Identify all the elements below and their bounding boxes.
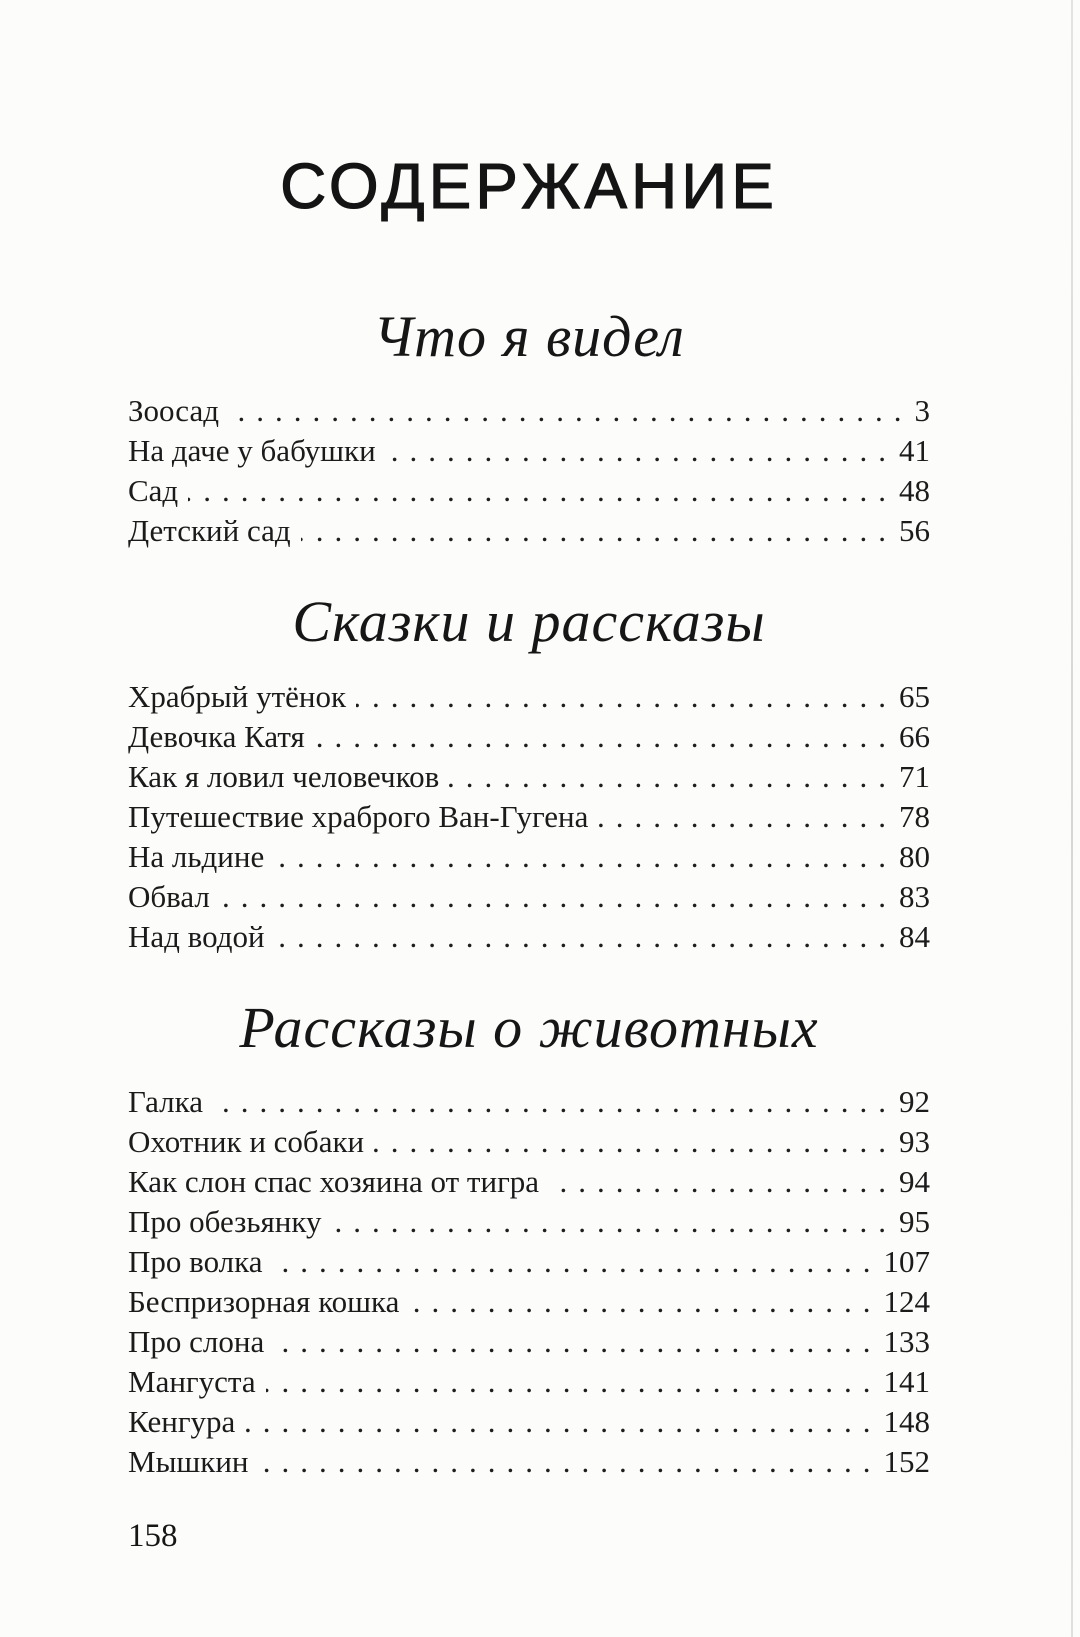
toc-section xyxy=(128,587,930,957)
dot-leader xyxy=(275,917,897,957)
toc-entry-title: Галка xyxy=(128,1084,204,1120)
dot-leader xyxy=(301,511,897,551)
toc-entry xyxy=(128,917,930,957)
toc-entry-page: 92 xyxy=(899,1084,930,1120)
toc-entry xyxy=(128,1442,930,1482)
page-edge-line xyxy=(1071,0,1073,1637)
toc-section xyxy=(128,993,930,1483)
toc-entry-page: 141 xyxy=(883,1364,930,1400)
toc-entry-page: 107 xyxy=(883,1244,930,1280)
toc-entry xyxy=(128,1162,930,1202)
toc-entry-page: 148 xyxy=(883,1404,930,1440)
toc-entry xyxy=(128,1122,930,1162)
toc-entry-title: Зоосад xyxy=(128,393,219,429)
toc-entry xyxy=(128,837,930,877)
contents-title: СОДЕРЖАНИЕ xyxy=(280,150,778,222)
dot-leader xyxy=(549,1162,897,1202)
dot-leader xyxy=(274,837,897,877)
toc-entry-page: 94 xyxy=(899,1164,930,1200)
dot-leader xyxy=(259,1442,882,1482)
toc-entry-page: 95 xyxy=(899,1204,930,1240)
toc-entry-page: 80 xyxy=(899,838,930,874)
toc-entry-title: На даче у бабушки xyxy=(128,433,376,469)
toc-entry-page: 93 xyxy=(899,1124,930,1160)
section-heading: Рассказы о животных xyxy=(239,994,819,1060)
toc-entry-page: 48 xyxy=(899,473,930,509)
dot-leader xyxy=(332,1202,898,1242)
toc-entry xyxy=(128,1322,930,1362)
dot-leader xyxy=(274,1322,881,1362)
dot-leader xyxy=(229,391,913,431)
dot-leader xyxy=(266,1362,882,1402)
dot-leader xyxy=(188,471,897,511)
toc-entry-title: Про волка xyxy=(128,1244,263,1280)
toc-entry-title: Сад xyxy=(128,473,179,509)
toc-entry xyxy=(128,391,930,431)
toc-entry xyxy=(128,1362,930,1402)
toc-entry-page: 41 xyxy=(899,433,930,469)
toc-entry xyxy=(128,677,930,717)
toc-entry-title: Беспризорная кошка xyxy=(128,1284,400,1320)
dot-leader xyxy=(598,797,897,837)
page-number: 158 xyxy=(128,1518,178,1555)
toc-section xyxy=(128,302,930,552)
section-heading: Сказки и рассказы xyxy=(292,589,766,655)
toc-sections xyxy=(128,302,930,1483)
toc-entry-title: Про слона xyxy=(128,1324,265,1360)
toc-entry-page: 133 xyxy=(883,1324,930,1360)
dot-leader xyxy=(356,677,897,717)
dot-leader xyxy=(213,1082,897,1122)
toc-entry-page: 83 xyxy=(899,878,930,914)
section-heading: Что я видел xyxy=(373,303,685,369)
toc-entry-page: 124 xyxy=(883,1284,930,1320)
toc-entry-page: 56 xyxy=(899,513,930,549)
toc-entry-title: Про обезьянку xyxy=(128,1204,322,1240)
toc-entry-title: Мангуста xyxy=(128,1364,256,1400)
toc-entry-title: Детский сад xyxy=(128,513,291,549)
toc-entry-page: 66 xyxy=(899,718,930,754)
toc-entry xyxy=(128,797,930,837)
dot-leader xyxy=(220,877,897,917)
dot-leader xyxy=(409,1282,881,1322)
dot-leader xyxy=(374,1122,897,1162)
dot-leader xyxy=(272,1242,881,1282)
toc-entry-page: 71 xyxy=(899,758,930,794)
dot-leader xyxy=(315,717,897,757)
toc-entry xyxy=(128,1402,930,1442)
toc-entry-page: 65 xyxy=(899,678,930,714)
toc-entry xyxy=(128,717,930,757)
toc-entry xyxy=(128,471,930,511)
toc-entry xyxy=(128,1242,930,1282)
toc-entry xyxy=(128,511,930,551)
toc-entry xyxy=(128,1282,930,1322)
toc-entry-title: Обвал xyxy=(128,878,210,914)
toc-entry-list xyxy=(128,677,930,957)
toc-entry-page: 3 xyxy=(914,393,930,429)
toc-entry-page: 152 xyxy=(883,1444,930,1480)
toc-entry-title: На льдине xyxy=(128,838,265,874)
toc-entry-page: 84 xyxy=(899,918,930,954)
toc-entry-title: Путешествие храброго Ван-Гугена xyxy=(128,798,589,834)
toc-entry xyxy=(128,757,930,797)
toc-entry xyxy=(128,1202,930,1242)
toc-entry-title: Над водой xyxy=(128,918,265,954)
toc-entry-list xyxy=(128,1082,930,1482)
toc-entry-title: Девочка Катя xyxy=(128,718,305,754)
toc-entry-title: Как слон спас хозяина от тигра xyxy=(128,1164,540,1200)
dot-leader xyxy=(245,1402,881,1442)
dot-leader xyxy=(386,431,897,471)
toc-entry-page: 78 xyxy=(899,798,930,834)
toc-entry xyxy=(128,877,930,917)
toc-entry-title: Мышкин xyxy=(128,1444,249,1480)
toc-entry-title: Кенгура xyxy=(128,1404,236,1440)
toc-entry xyxy=(128,431,930,471)
toc-entry-title: Как я ловил человечков xyxy=(128,758,440,794)
toc-entry xyxy=(128,1082,930,1122)
toc-entry-title: Храбрый утёнок xyxy=(128,678,347,714)
toc-entry-title: Охотник и собаки xyxy=(128,1124,365,1160)
dot-leader xyxy=(449,757,897,797)
toc-entry-list xyxy=(128,391,930,551)
